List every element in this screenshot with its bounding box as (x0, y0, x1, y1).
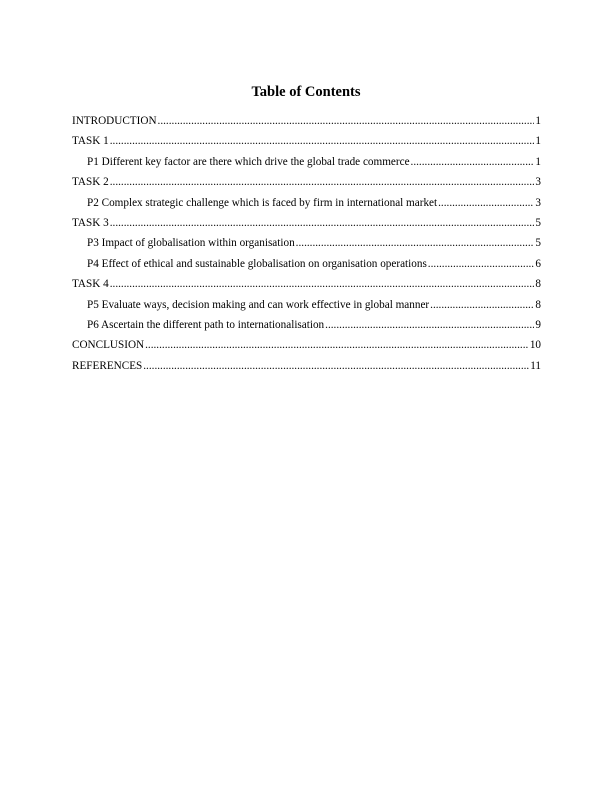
toc-entry-label: CONCLUSION (72, 339, 145, 352)
toc-page-number: 10 (529, 339, 541, 352)
toc-entry-label: P3 Impact of globalisation within organisation (87, 237, 295, 250)
toc-entry-label: P1 Different key factor are there which drive the global trade commerce (87, 155, 410, 168)
toc-title: Table of Contents (251, 84, 361, 100)
toc-entry-p1[interactable] (72, 155, 541, 175)
toc-entry-conclusion[interactable] (72, 338, 541, 358)
toc-page-number: 3 (535, 196, 541, 209)
toc-page-number: 6 (535, 257, 541, 270)
toc-dot-leader (110, 175, 535, 189)
toc-dot-leader (428, 257, 535, 271)
toc-dot-leader (411, 155, 535, 169)
toc-dot-leader (110, 216, 535, 230)
toc-entry-label: TASK 1 (72, 135, 109, 148)
toc-entry-task-2[interactable] (72, 175, 541, 195)
toc-dot-leader (158, 114, 535, 128)
toc-entry-label: TASK 3 (72, 216, 109, 229)
toc-entry-p6[interactable] (72, 318, 541, 338)
toc-entry-p5[interactable] (72, 298, 541, 318)
toc-list (72, 114, 541, 379)
toc-entry-task-3[interactable] (72, 216, 541, 236)
toc-page-number: 8 (535, 278, 541, 291)
toc-entry-label: P4 Effect of ethical and sustainable globalisation on organisation operations (87, 257, 427, 270)
toc-entry-p3[interactable] (72, 236, 541, 256)
toc-entry-label: TASK 2 (72, 176, 109, 189)
toc-dot-leader (296, 236, 535, 250)
toc-dot-leader (143, 359, 529, 373)
toc-entry-label: P6 Ascertain the different path to internationalisation (87, 318, 325, 331)
toc-dot-leader (438, 196, 534, 210)
toc-page-number: 1 (535, 115, 541, 127)
toc-dot-leader (430, 298, 534, 312)
toc-entry-introduction[interactable] (72, 114, 541, 134)
toc-page-number: 8 (535, 298, 541, 311)
toc-entry-label: P5 Evaluate ways, decision making and can work effective in global manner (87, 298, 430, 311)
toc-page-number: 5 (535, 216, 541, 229)
toc-entry-p4[interactable] (72, 257, 541, 277)
toc-entry-label: INTRODUCTION (72, 115, 157, 127)
toc-entry-label: TASK 4 (72, 278, 109, 291)
toc-entry-label: P2 Complex strategic challenge which is faced by firm in international market (87, 196, 438, 209)
toc-page-number: 11 (530, 359, 541, 372)
toc-page-number: 1 (535, 135, 541, 148)
toc-entry-task-4[interactable] (72, 277, 541, 297)
toc-entry-references[interactable] (72, 359, 541, 379)
toc-page-number: 5 (535, 237, 541, 250)
toc-page-number: 9 (535, 318, 541, 331)
toc-entry-p2[interactable] (72, 196, 541, 216)
toc-page-number: 3 (535, 176, 541, 189)
toc-page-number: 1 (535, 155, 541, 168)
toc-dot-leader (145, 338, 529, 352)
toc-dot-leader (110, 134, 535, 148)
toc-entry-task-1[interactable] (72, 134, 541, 154)
toc-dot-leader (110, 277, 535, 291)
toc-entry-label: REFERENCES (72, 359, 143, 372)
toc-dot-leader (325, 318, 534, 332)
